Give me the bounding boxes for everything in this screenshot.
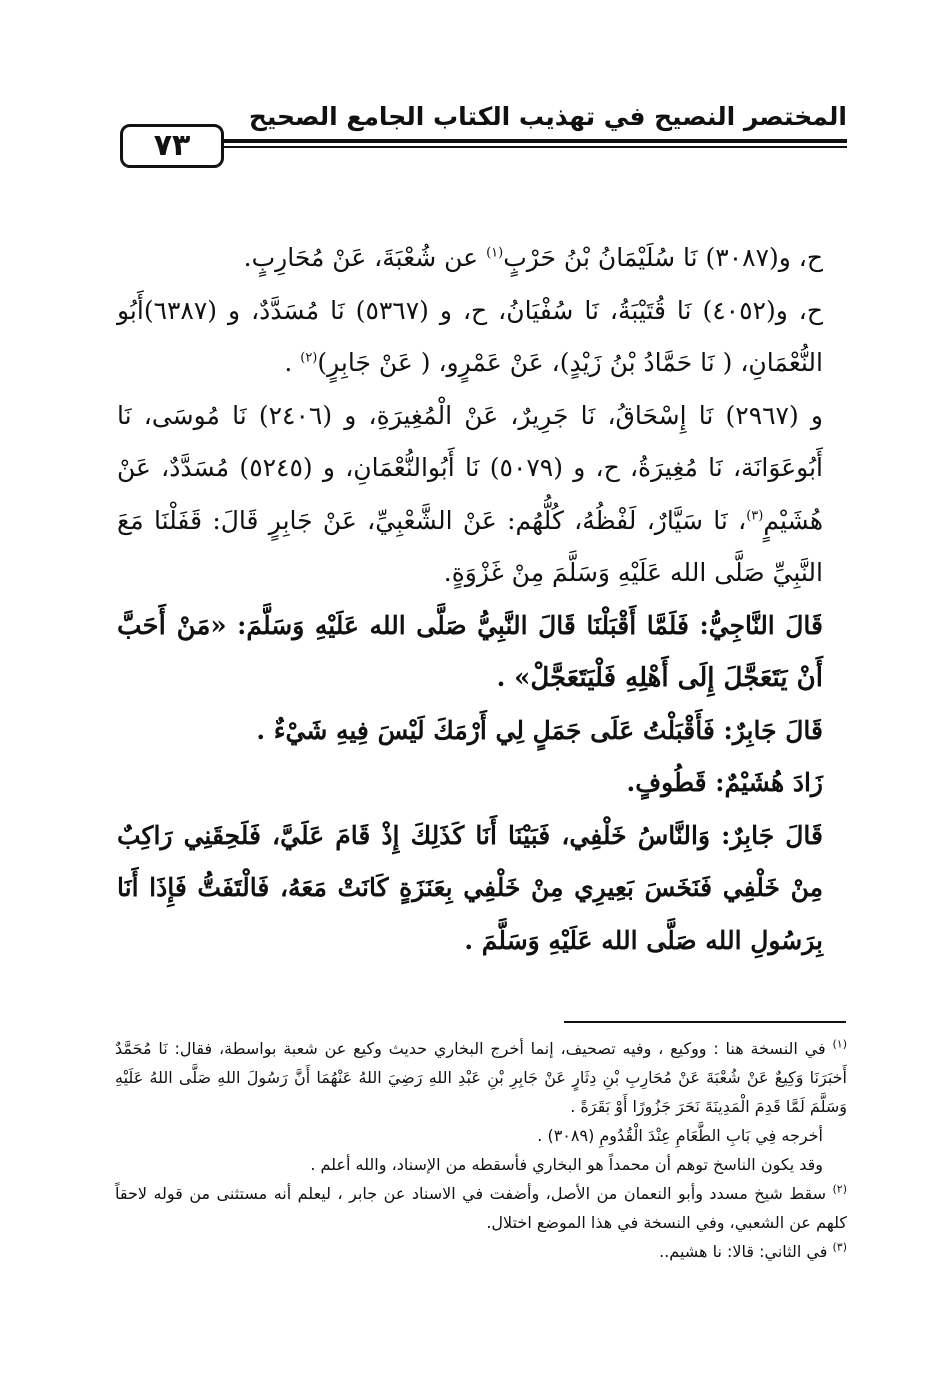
- main-text: [117, 232, 847, 967]
- footnotes: [115, 1034, 847, 1266]
- footnote-1-line-3: وقد يكون الناسخ توهم أن محمداً هو البخاري فأسقطه من الإسناد، والله أعلم .: [310, 1155, 823, 1174]
- footnote-2-mark: (٢): [832, 1182, 847, 1196]
- footnote-3-mark: (٣): [832, 1240, 847, 1254]
- paragraph-3: [117, 390, 847, 600]
- paragraph-3-text-cont: ، نَا سَيَّارٌ، لَفْظُهُ، كُلُّهُم: عَنْ الشَّعْبِيِّ، عَنْ جَابِرٍ قَالَ: قَفَلْنَا مَعَ النَّبِيِّ صَلَّى الله عَلَيْهِ وَسَلَّمَ مِنْ غَزْوَةٍ.: [117, 505, 823, 587]
- paragraph-4: [117, 600, 847, 705]
- paragraph-2-text-cont: .: [284, 348, 301, 377]
- footnote-3: [115, 1237, 847, 1266]
- paragraph-4-tail: .: [496, 663, 515, 692]
- footnote-ref-1: (١): [486, 245, 504, 261]
- footnote-1-line-2: أخرجه فِي بَابِ الطَّعَامِ عِنْدَ الْقُدُومِ (٣٠٨٩) .: [537, 1126, 823, 1145]
- paragraph-7-text: قَالَ جَابِرٌ: وَالنَّاسُ خَلْفِي، فَبَيْنَا أَنَا كَذَلِكَ إِذْ قَامَ عَلَيَّ، فَلَحِقَنِي رَاكِبٌ مِنْ خَلْفِي فَنَخَسَ بَعِيرِي مِنْ خَلْفِي بِعَنَزَةٍ كَانَتْ مَعَهُ، فَالْتَفَتُّ فَإِذَا أَنَا بِرَسُولِ الله صَلَّى الله عَلَيْهِ وَسَلَّمَ .: [117, 820, 823, 955]
- paragraph-5: [117, 705, 847, 758]
- header-ornament: [112, 100, 847, 180]
- paragraph-1: [117, 232, 847, 285]
- paragraph-2-text: ح، و(٤٠٥٢) نَا قُتَيْبَةُ، نَا سُفْيَانُ، ح، و (٥٣٦٧) نَا مُسَدَّدٌ، و (٦٣٨٧)أَبُو النُّعْمَانِ، ( نَا حَمَّادُ بْنُ زَيْدٍ)، عَنْ عَمْرٍو، ( عَنْ جَابِرٍ): [117, 295, 823, 377]
- footnote-1-text: في النسخة هنا : ووكيع ، وفيه تصحيف، إنما أخرج البخاري حديث وكيع عن شعبة بواسطة، فقال: نَا مُحَمَّدٌ أَخبَرَنَا وَكِيعٌ عَنْ شُعْبَةَ عَنْ مُحَارِبِ بْنِ دِثَارٍ عَنْ جَابِرِ بْنِ عَبْدِ اللهِ رَضِيَ اللهُ عَنْهُمَا أَنَّ رَسُولَ اللهِ صَلَّى اللهُ عَلَيْهِ وَسَلَّمَ لَمَّا قَدِمَ الْمَدِينَةَ نَحَرَ جَزُورًا أَوْ بَقَرَةً .: [115, 1039, 847, 1116]
- header-rule-thick: [224, 139, 847, 143]
- paragraph-1-text: ح، و(٣٠٨٧) نَا سُلَيْمَانُ بْنُ حَرْبٍ: [503, 243, 823, 272]
- paragraph-6: [117, 757, 847, 810]
- footnote-ref-3: (٣): [746, 508, 764, 524]
- footnote-2-text: سقط شيخ مسدد وأبو النعمان من الأصل، وأضفت في الاسناد عن جابر ، ليعلم أنه مستثنى من قوله لاحقاً كلهم عن الشعبي، وفي النسخة في هذا الموضع اختلال.: [115, 1184, 847, 1232]
- page-number: [120, 124, 224, 168]
- footnote-3-text: في الثاني: قالا: نا هشيم..: [659, 1242, 828, 1261]
- paragraph-2: [117, 285, 847, 390]
- footnote-2: [115, 1179, 847, 1237]
- book-title: المختصر النصيح في تهذيب الكتاب الجامع الصحيح: [248, 102, 847, 131]
- footnote-1-mark: (١): [832, 1037, 847, 1051]
- header-rule-thin: [224, 146, 847, 148]
- footnote-separator: [564, 1021, 846, 1023]
- footnote-1: [115, 1034, 847, 1121]
- paragraph-3-text: و (٢٩٦٧) نَا إِسْحَاقُ، نَا جَرِيرٌ، عَنْ الْمُغِيرَةِ، و (٢٤٠٦) نَا مُوسَى، نَا أَبُوعَوَانَة، نَا مُغِيرَةُ، ح، و (٥٠٧٩) نَا أَبُوالنُّعْمَانِ، و (٥٢٤٥) مُسَدَّدٌ، عَنْ هُشَيْمٍ: [117, 400, 824, 535]
- paragraph-4-lead: قَالَ النَّاجِيُّ: فَلَمَّا أَقْبَلْنَا قَالَ النَّبِيُّ صَلَّى الله عَلَيْهِ وَسَلَّمَ:: [226, 610, 823, 640]
- paragraph-7: [117, 810, 847, 968]
- paragraph-1-text-cont: عن شُعْبَةَ، عَنْ مُحَارِبٍ.: [243, 243, 487, 272]
- paragraph-5-text: قَالَ جَابِرٌ: فَأَقْبَلْتُ عَلَى جَمَلٍ لِي أَرْمَكَ لَيْسَ فِيهِ شَيْءٌ .: [256, 715, 823, 745]
- hadith-quote: «مَنْ أَحَبَّ أَنْ يَتَعَجَّلَ إِلَى أَهْلِهِ فَلْيَتَعَجَّلْ»: [117, 610, 823, 693]
- paragraph-6-text: زَادَ هُشَيْمٌ: قَطُوفٍ.: [626, 768, 823, 797]
- footnote-ref-2: (٢): [300, 350, 318, 366]
- page-number-text: ٧٣: [153, 128, 191, 163]
